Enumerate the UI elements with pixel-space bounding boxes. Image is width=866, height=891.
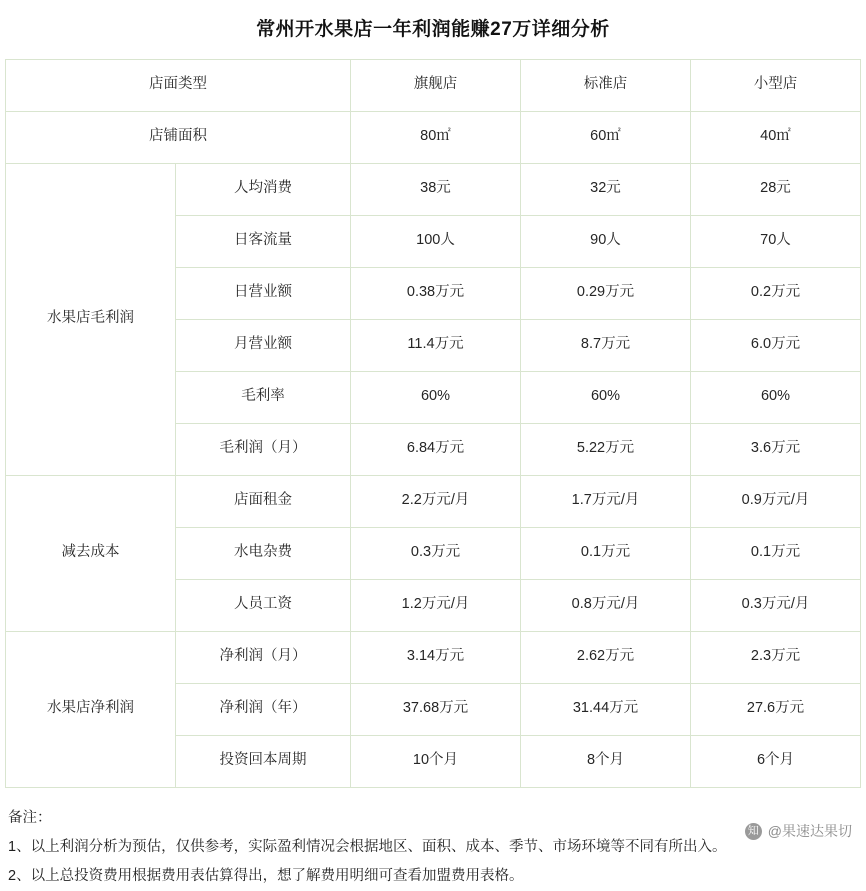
row-value: 60%	[691, 371, 861, 423]
note-line-2: 2、以上总投资费用根据费用表估算得出，想了解费用明细可查看加盟费用表格。	[8, 867, 524, 884]
row-value: 8.7万元	[521, 319, 691, 371]
row-value: 0.3万元/月	[691, 579, 861, 631]
row-value: 28元	[691, 163, 861, 215]
row-label: 日营业额	[176, 267, 351, 319]
row-label: 店面租金	[176, 475, 351, 527]
row-value: 2.62万元	[521, 631, 691, 683]
row-label: 毛利率	[176, 371, 351, 423]
row-value: 3.14万元	[351, 631, 521, 683]
group-label-costs: 减去成本	[6, 475, 176, 631]
row-value: 0.29万元	[521, 267, 691, 319]
area-value-1: 80㎡	[351, 111, 521, 163]
group-label-gross-profit: 水果店毛利润	[6, 163, 176, 475]
row-label: 水电杂费	[176, 527, 351, 579]
group-label-net-profit: 水果店净利润	[6, 631, 176, 787]
note-line-1: 1、以上利润分析为预估，仅供参考，实际盈利情况会根据地区、面积、成本、季节、市场环境等不同有所出入。	[8, 838, 727, 855]
table-row-area	[6, 111, 861, 163]
row-value: 70人	[691, 215, 861, 267]
row-value: 11.4万元	[351, 319, 521, 371]
header-col-1: 旗舰店	[351, 59, 521, 111]
watermark-text: @果速达果切	[767, 823, 852, 839]
row-value: 1.2万元/月	[351, 579, 521, 631]
row-value: 3.6万元	[691, 423, 861, 475]
header-label: 店面类型	[6, 59, 351, 111]
row-value: 32元	[521, 163, 691, 215]
zhihu-badge-icon: 知	[745, 823, 762, 840]
table-header-row	[6, 59, 861, 111]
row-value: 6个月	[691, 735, 861, 787]
row-value: 37.68万元	[351, 683, 521, 735]
row-value: 6.84万元	[351, 423, 521, 475]
row-value: 5.22万元	[521, 423, 691, 475]
row-label: 人均消费	[176, 163, 351, 215]
row-value: 90人	[521, 215, 691, 267]
profit-analysis-table	[5, 59, 861, 788]
header-col-3: 小型店	[691, 59, 861, 111]
row-value: 8个月	[521, 735, 691, 787]
area-value-3: 40㎡	[691, 111, 861, 163]
row-value: 100人	[351, 215, 521, 267]
notes-heading: 备注：	[8, 809, 52, 826]
row-value: 0.2万元	[691, 267, 861, 319]
table-row	[6, 631, 861, 683]
row-value: 27.6万元	[691, 683, 861, 735]
area-value-2: 60㎡	[521, 111, 691, 163]
row-value: 31.44万元	[521, 683, 691, 735]
row-value: 0.38万元	[351, 267, 521, 319]
row-value: 2.3万元	[691, 631, 861, 683]
notes-section	[8, 804, 858, 891]
row-value: 2.2万元/月	[351, 475, 521, 527]
watermark	[745, 821, 852, 841]
row-label: 月营业额	[176, 319, 351, 371]
row-label: 日客流量	[176, 215, 351, 267]
row-value: 60%	[521, 371, 691, 423]
table-row	[6, 163, 861, 215]
row-value: 60%	[351, 371, 521, 423]
row-label: 净利润（月）	[176, 631, 351, 683]
row-value: 0.1万元	[521, 527, 691, 579]
row-label: 净利润（年）	[176, 683, 351, 735]
header-col-2: 标准店	[521, 59, 691, 111]
row-value: 0.1万元	[691, 527, 861, 579]
page-title: 常州开水果店一年利润能赚27万详细分析	[256, 19, 610, 40]
row-label: 毛利润（月）	[176, 423, 351, 475]
row-label: 投资回本周期	[176, 735, 351, 787]
row-value: 6.0万元	[691, 319, 861, 371]
row-value: 0.8万元/月	[521, 579, 691, 631]
area-label: 店铺面积	[6, 111, 351, 163]
row-value: 38元	[351, 163, 521, 215]
row-label: 人员工资	[176, 579, 351, 631]
row-value: 10个月	[351, 735, 521, 787]
table-row	[6, 475, 861, 527]
row-value: 0.9万元/月	[691, 475, 861, 527]
row-value: 0.3万元	[351, 527, 521, 579]
row-value: 1.7万元/月	[521, 475, 691, 527]
